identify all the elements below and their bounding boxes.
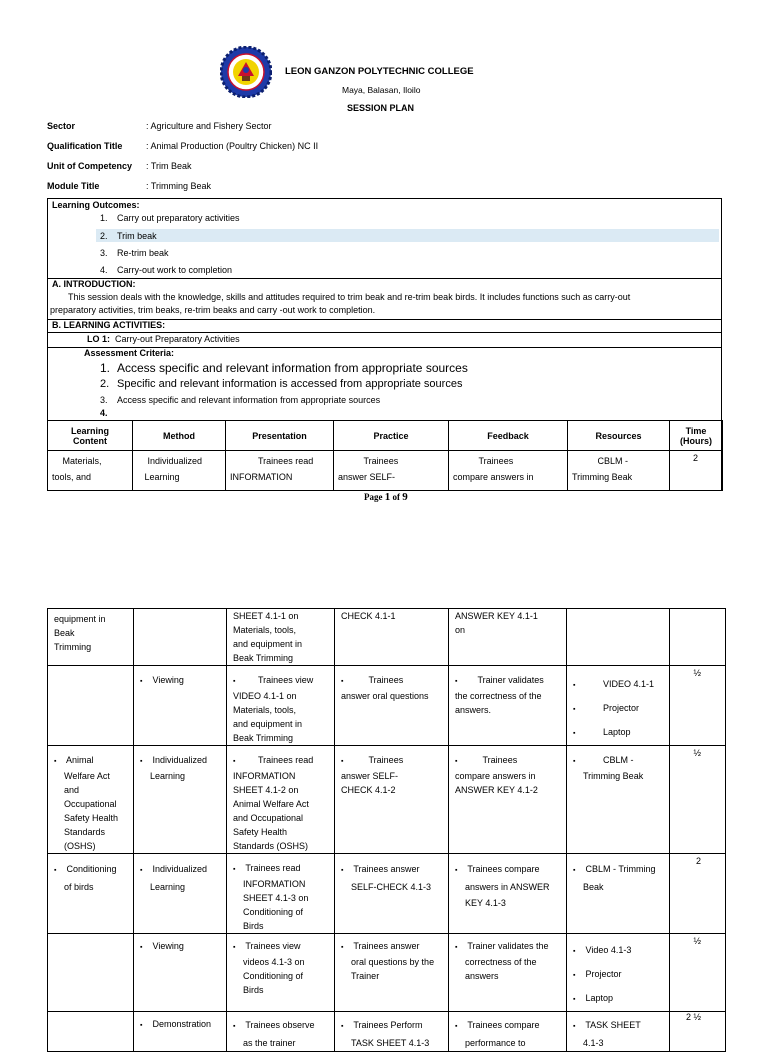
bullet-glyph: ▪	[341, 1023, 344, 1030]
cell-text: answer SELF-	[341, 771, 399, 781]
cell-text: CBLM -	[603, 755, 634, 765]
assessment-criteria-heading: Assessment Criteria:	[84, 348, 175, 358]
cell-feedback	[449, 934, 567, 1012]
bullet-glyph: ▪	[573, 758, 576, 765]
document-title: SESSION PLAN	[347, 103, 415, 113]
cell-text: Trainees compare	[467, 1020, 540, 1030]
cell-text: Video 4.1-3	[585, 945, 632, 955]
page-total: 9	[402, 491, 408, 503]
cell-text: Laptop	[603, 727, 631, 737]
cell-feedback	[449, 609, 567, 666]
cell-text: TASK SHEET	[585, 1020, 641, 1030]
cell-text: equipment in	[54, 614, 106, 624]
cell-text: Materials, tools,	[233, 705, 297, 715]
cell-text: and equipment in	[233, 639, 303, 649]
divider	[48, 332, 721, 333]
header-learning-content	[48, 421, 133, 451]
cell-text: tools, and	[52, 472, 92, 482]
cell-resources	[567, 609, 670, 666]
cell-text: Beak	[583, 882, 604, 892]
cell-text: Trainees	[478, 456, 514, 466]
cell-text: VIDEO 4.1-1 on	[233, 691, 297, 701]
cell-text: videos 4.1-3 on	[243, 957, 305, 967]
bullet-glyph: ▪	[341, 944, 344, 951]
cell-time	[670, 609, 726, 666]
cell-text: Trimming	[54, 642, 92, 652]
cell-text: Trainees read	[245, 863, 301, 873]
cell-content	[48, 666, 134, 746]
cell-text: Trainees compare	[467, 864, 540, 874]
cell-text: Trainees read	[258, 456, 314, 466]
introduction-text-line2: preparatory activities, trim beaks, re-trim beaks and carry -out work to completion.	[50, 305, 376, 315]
unit-of-competency-value: : Trim Beak	[146, 161, 192, 171]
cell-content	[48, 746, 134, 854]
cell-text: Trainees read	[258, 755, 314, 765]
cell-text: Trainees	[368, 755, 404, 765]
cell-text: Viewing	[152, 941, 184, 951]
cell-presentation	[227, 609, 335, 666]
outcome-text: Re-trim beak	[117, 248, 169, 258]
table-row	[48, 1012, 726, 1052]
bullet-glyph: ▪	[341, 867, 344, 874]
cell-text: Birds	[243, 921, 264, 931]
outcome-number: 3.	[100, 248, 108, 258]
cell-text: Safety Health	[233, 827, 288, 837]
time-value: ½	[693, 668, 701, 678]
cell-text: Trainer validates the	[467, 941, 549, 951]
cell-text: TASK SHEET 4.1-3	[351, 1038, 430, 1048]
cell-feedback	[449, 746, 567, 854]
header-method: Method	[133, 421, 226, 451]
bullet-glyph: ▪	[233, 1023, 236, 1030]
cell-text: Learning	[150, 882, 186, 892]
college-name: LEON GANZON POLYTECHNIC COLLEGE	[285, 66, 474, 77]
cell-resources	[567, 854, 670, 934]
cell-resources	[567, 934, 670, 1012]
sector-value: : Agriculture and Fishery Sector	[146, 121, 272, 131]
cell-method	[134, 666, 227, 746]
introduction-text-line1: This session deals with the knowledge, skills and attitudes required to trim beak and re-trim beak birds. It includes functions such as carry-out	[68, 292, 631, 302]
cell-text: answers in ANSWER	[465, 882, 550, 892]
cell-text: (OSHS)	[64, 841, 96, 851]
cell-method	[134, 1012, 227, 1052]
cell-content	[48, 854, 134, 934]
cell-text: Trainees observe	[245, 1020, 315, 1030]
cell-text: answer SELF-	[338, 472, 396, 482]
lo-number: LO 1:	[87, 334, 111, 344]
cell-text: Welfare Act	[64, 771, 110, 781]
bullet-glyph: ▪	[233, 866, 236, 873]
time-value: ½	[693, 748, 701, 758]
bullet-glyph: ▪	[573, 682, 576, 689]
cell-method	[134, 609, 227, 666]
criterion-text: Access specific and relevant information from appropriate sources	[117, 395, 381, 405]
cell-practice	[334, 451, 449, 491]
header-text: Time	[685, 425, 707, 436]
cell-text: answer oral questions	[341, 691, 429, 701]
cell-presentation	[226, 451, 334, 491]
time-value: ½	[693, 936, 701, 946]
cell-text: CBLM -	[597, 456, 629, 466]
cell-text: Animal	[66, 755, 94, 765]
cell-text: Birds	[243, 985, 264, 995]
header-time	[670, 421, 723, 451]
cell-practice	[335, 854, 449, 934]
cell-resources	[567, 1012, 670, 1052]
outcome-text: Trim beak	[117, 231, 157, 241]
page-word: Page	[364, 492, 383, 502]
cell-practice	[335, 746, 449, 854]
outcome-text: Carry out preparatory activities	[117, 213, 240, 223]
bullet-glyph: ▪	[573, 972, 576, 979]
cell-text: Occupational	[64, 799, 117, 809]
cell-text: INFORMATION	[233, 771, 296, 781]
cell-text: SHEET 4.1-2 on	[233, 785, 299, 795]
header-resources: Resources	[568, 421, 670, 451]
cell-text: Learning	[144, 472, 180, 482]
table-header-row	[48, 421, 723, 451]
cell-presentation	[227, 854, 335, 934]
bullet-glyph: ▪	[140, 678, 143, 685]
cell-text: Individualized	[147, 456, 203, 466]
activities-table-page1	[47, 420, 723, 491]
learning-activities-heading: B. LEARNING ACTIVITIES:	[52, 320, 166, 330]
cell-practice	[335, 609, 449, 666]
cell-presentation	[227, 1012, 335, 1052]
cell-text: Beak Trimming	[233, 653, 294, 663]
cell-text: Trainees view	[245, 941, 301, 951]
bullet-glyph: ▪	[140, 867, 143, 874]
table-row	[48, 746, 726, 854]
cell-text: Trainees Perform	[353, 1020, 423, 1030]
cell-text: 4.1-3	[583, 1038, 604, 1048]
outcome-number: 2.	[100, 231, 108, 241]
cell-text: Trainees answer	[353, 941, 420, 951]
cell-method	[134, 854, 227, 934]
cell-text: Trainees	[363, 456, 399, 466]
table-row	[48, 934, 726, 1012]
cell-feedback	[449, 854, 567, 934]
lo-title: Carry-out Preparatory Activities	[115, 334, 240, 344]
module-title-label: Module Title	[47, 181, 100, 191]
bullet-glyph: ▪	[54, 867, 57, 874]
college-address: Maya, Balasan, Iloilo	[342, 85, 421, 95]
cell-text: Trimming Beak	[583, 771, 644, 781]
cell-text: answers.	[455, 705, 492, 715]
table-row	[48, 666, 726, 746]
cell-text: CBLM - Trimming	[585, 864, 656, 874]
time-value: 2	[692, 453, 698, 463]
bullet-glyph: ▪	[455, 944, 458, 951]
bullet-glyph: ▪	[573, 730, 576, 737]
cell-time	[670, 666, 726, 746]
bullet-glyph: ▪	[140, 758, 143, 765]
cell-text: Conditioning of	[243, 971, 304, 981]
header-presentation: Presentation	[226, 421, 334, 451]
lo-label	[87, 334, 240, 344]
bullet-glyph: ▪	[455, 758, 458, 765]
header-text: Content	[73, 435, 107, 446]
table-row	[48, 854, 726, 934]
cell-text: INFORMATION	[230, 472, 293, 482]
cell-text: answers	[465, 971, 499, 981]
criterion-number: 3.	[100, 395, 108, 405]
cell-practice	[335, 1012, 449, 1052]
cell-text: and equipment in	[233, 719, 303, 729]
cell-text: VIDEO 4.1-1	[603, 679, 655, 689]
bullet-glyph: ▪	[573, 996, 576, 1003]
sector-label: Sector	[47, 121, 76, 131]
cell-text: Materials, tools,	[233, 625, 297, 635]
cell-text: performance to	[465, 1038, 526, 1048]
cell-feedback	[449, 666, 567, 746]
outcome-number: 1.	[100, 213, 108, 223]
cell-text: Trainer validates	[477, 675, 544, 685]
cell-resources	[568, 451, 670, 491]
cell-practice	[335, 666, 449, 746]
bullet-glyph: ▪	[140, 944, 143, 951]
table-row	[48, 451, 723, 491]
cell-text: Materials,	[62, 456, 102, 466]
bullet-glyph: ▪	[233, 678, 236, 685]
cell-practice	[335, 934, 449, 1012]
bullet-glyph: ▪	[233, 944, 236, 951]
outcome-number: 4.	[100, 265, 108, 275]
cell-text: and	[64, 785, 80, 795]
criterion-number: 2.	[100, 378, 110, 390]
cell-text: Trainees	[368, 675, 404, 685]
cell-content	[48, 451, 133, 491]
cell-text: Standards (OSHS)	[233, 841, 309, 851]
time-value: 2	[695, 856, 701, 866]
cell-text: Individualized	[152, 755, 208, 765]
cell-text: compare answers in	[455, 771, 536, 781]
cell-time	[670, 934, 726, 1012]
divider	[48, 278, 721, 279]
cell-presentation	[227, 934, 335, 1012]
cell-time	[670, 451, 723, 491]
college-seal-logo	[220, 46, 272, 98]
cell-text: SHEET 4.1-1 on	[233, 611, 299, 621]
cell-text: Beak	[54, 628, 75, 638]
bullet-glyph: ▪	[455, 678, 458, 685]
cell-text: Safety Health	[64, 813, 119, 823]
cell-feedback	[449, 1012, 567, 1052]
bullet-glyph: ▪	[573, 706, 576, 713]
cell-method	[134, 746, 227, 854]
cell-resources	[567, 746, 670, 854]
cell-text: Trainees answer	[353, 864, 420, 874]
cell-text: on	[455, 625, 466, 635]
cell-text: KEY 4.1-3	[465, 898, 506, 908]
cell-text: Projector	[585, 969, 622, 979]
cell-text: SHEET 4.1-3 on	[243, 893, 309, 903]
cell-text: Trainer	[351, 971, 380, 981]
cell-text: Projector	[603, 703, 640, 713]
cell-text: CHECK 4.1-1	[341, 611, 396, 621]
cell-text: Trainees	[482, 755, 518, 765]
cell-time	[670, 746, 726, 854]
cell-time	[670, 1012, 726, 1052]
cell-text: Trainees view	[258, 675, 314, 685]
cell-feedback	[449, 451, 568, 491]
bullet-glyph: ▪	[455, 1023, 458, 1030]
unit-of-competency-label: Unit of Competency	[47, 161, 133, 171]
bullet-glyph: ▪	[54, 758, 57, 765]
cell-time	[670, 854, 726, 934]
cell-text: Demonstration	[152, 1019, 212, 1029]
cell-text: ANSWER KEY 4.1-1	[455, 611, 538, 621]
cell-method	[134, 934, 227, 1012]
cell-content	[48, 609, 134, 666]
cell-text: Beak Trimming	[233, 733, 294, 743]
highlighted-outcome-bg	[96, 229, 719, 242]
cell-content	[48, 934, 134, 1012]
cell-text: INFORMATION	[243, 879, 306, 889]
cell-content	[48, 1012, 134, 1052]
bullet-glyph: ▪	[573, 1023, 576, 1030]
cell-text: Viewing	[152, 675, 184, 685]
outcome-text: Carry-out work to completion	[117, 265, 233, 275]
header-practice: Practice	[334, 421, 449, 451]
cell-text: ANSWER KEY 4.1-2	[455, 785, 538, 795]
page-footer	[364, 491, 408, 503]
criterion-text: Specific and relevant information is accessed from appropriate sources	[117, 378, 463, 390]
header-feedback: Feedback	[449, 421, 568, 451]
bullet-glyph: ▪	[573, 948, 576, 955]
cell-text: CHECK 4.1-2	[341, 785, 396, 795]
introduction-heading: A. INTRODUCTION:	[52, 279, 136, 289]
bullet-glyph: ▪	[140, 1022, 143, 1029]
learning-outcomes-heading: Learning Outcomes:	[52, 200, 140, 210]
cell-text: Learning	[150, 771, 186, 781]
cell-method	[133, 451, 226, 491]
of-word: of	[392, 492, 400, 502]
bullet-glyph: ▪	[573, 867, 576, 874]
table-row	[48, 609, 726, 666]
cell-text: of birds	[64, 882, 94, 892]
cell-text: oral questions by the	[351, 957, 435, 967]
cell-text: Animal Welfare Act	[233, 799, 309, 809]
bullet-glyph: ▪	[341, 678, 344, 685]
cell-presentation	[227, 666, 335, 746]
bullet-glyph: ▪	[233, 758, 236, 765]
time-value: 2 ½	[685, 1012, 701, 1022]
module-title-value: : Trimming Beak	[146, 181, 212, 191]
bullet-glyph: ▪	[341, 758, 344, 765]
activities-table-page2	[47, 608, 726, 1052]
page-number: 1	[384, 491, 391, 503]
criterion-number: 1.	[100, 361, 111, 375]
criterion-text: Access specific and relevant information from appropriate sources	[117, 361, 468, 375]
cell-text: correctness of the	[465, 957, 537, 967]
cell-resources	[567, 666, 670, 746]
cell-text: the correctness of the	[455, 691, 542, 701]
cell-text: and Occupational	[233, 813, 304, 823]
qualification-title-value: : Animal Production (Poultry Chicken) NC II	[146, 141, 319, 151]
cell-text: Standards	[64, 827, 106, 837]
qualification-title-label: Qualification Title	[47, 141, 123, 151]
header-text: (Hours)	[680, 435, 712, 446]
criterion-number: 4.	[100, 408, 108, 418]
cell-text: Laptop	[585, 993, 614, 1003]
cell-text: compare answers in	[453, 472, 534, 482]
header-text: Learning	[70, 425, 109, 436]
cell-text: Trimming Beak	[572, 472, 633, 482]
cell-presentation	[227, 746, 335, 854]
cell-text: SELF-CHECK 4.1-3	[351, 882, 432, 892]
cell-text: as the trainer	[243, 1038, 296, 1048]
bullet-glyph: ▪	[455, 867, 458, 874]
cell-text: Individualized	[152, 864, 208, 874]
cell-text: Conditioning	[66, 864, 117, 874]
cell-text: Conditioning of	[243, 907, 304, 917]
